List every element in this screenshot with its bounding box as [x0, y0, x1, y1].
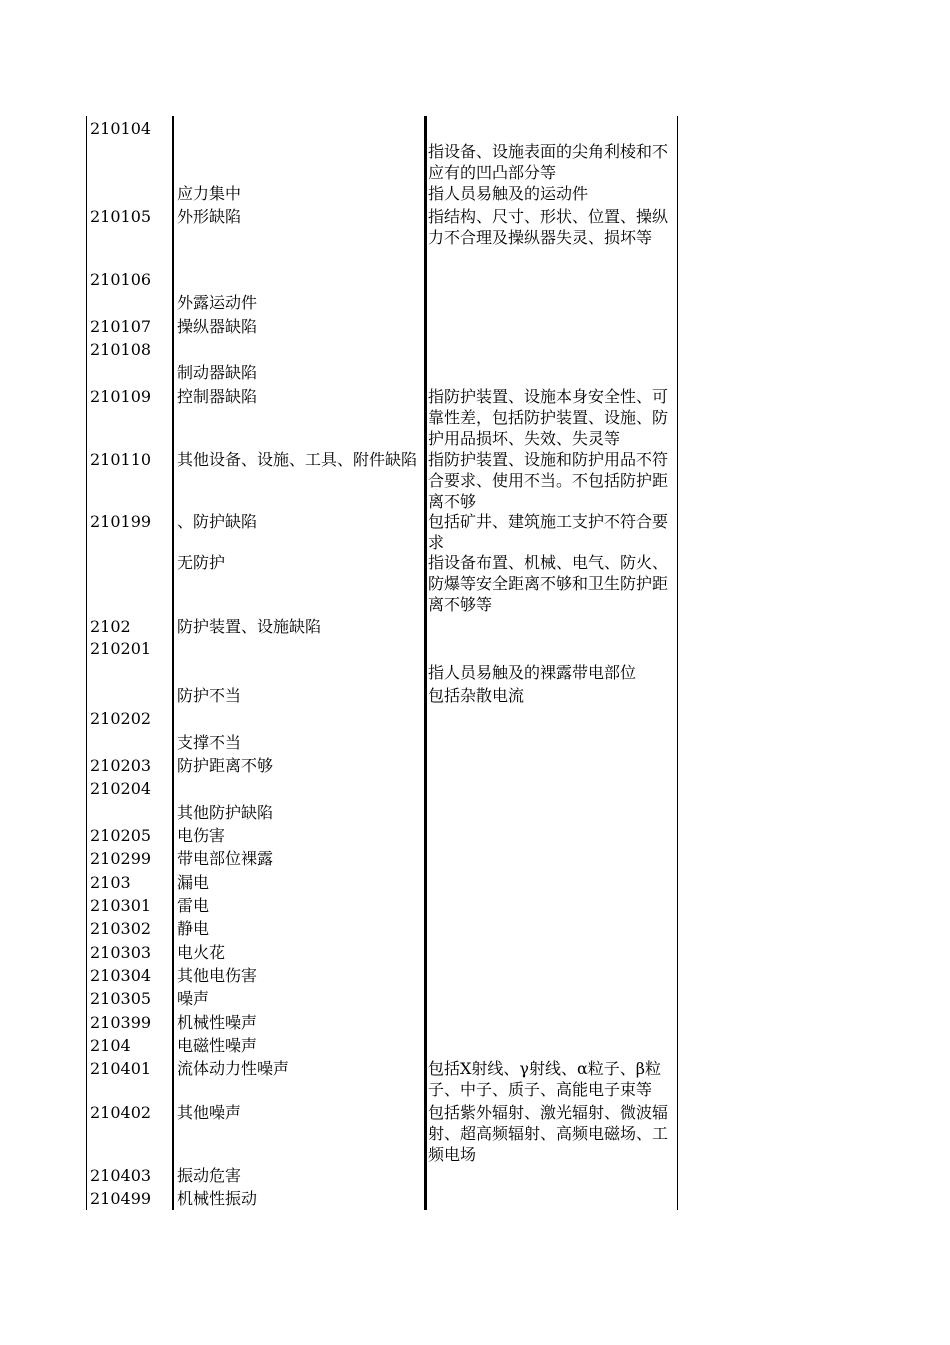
name-cell: 带电部位裸露	[177, 849, 274, 868]
name-cell: 防护距离不够	[177, 756, 274, 775]
code-cell: 210399	[90, 1013, 152, 1032]
code-cell: 210299	[90, 849, 152, 868]
code-cell: 210304	[90, 966, 152, 985]
code-cell: 210302	[90, 919, 152, 938]
name-cell: 外露运动件	[177, 293, 258, 312]
code-cell: 210109	[90, 387, 152, 406]
note-cell: 包括矿井、建筑施工支护不符合要求	[428, 512, 669, 552]
code-cell: 2102	[90, 617, 131, 636]
name-cell: 其他电伤害	[177, 966, 258, 985]
name-cell: 机械性噪声	[177, 1013, 258, 1032]
code-cell: 210402	[90, 1103, 152, 1122]
code-cell: 210108	[90, 340, 152, 359]
code-cell: 2104	[90, 1036, 131, 1055]
note-cell: 包括紫外辐射、激光辐射、微波辐射、超高频辐射、高频电磁场、工频电场	[428, 1103, 669, 1164]
note-cell: 包括X射线、γ射线、α粒子、β粒子、中子、质子、高能电子束等	[428, 1059, 662, 1099]
name-cell: 外形缺陷	[177, 207, 242, 226]
name-cell: 流体动力性噪声	[177, 1059, 290, 1078]
left-border-line	[86, 116, 87, 1210]
code-cell: 210202	[90, 709, 152, 728]
note-cell: 指设备布置、机械、电气、防火、防爆等安全距离不够和卫生防护距离不够等	[428, 553, 669, 614]
code-cell: 210305	[90, 989, 152, 1008]
code-cell: 210499	[90, 1189, 152, 1208]
note-cell: 指防护装置、设施和防护用品不符合要求、使用不当。不包括防护距离不够	[428, 450, 669, 511]
column-divider-1	[172, 116, 174, 1210]
name-cell: 支撑不当	[177, 733, 242, 752]
name-cell: 控制器缺陷	[177, 387, 258, 406]
name-cell: 机械性振动	[177, 1189, 258, 1208]
note-cell: 指人员易触及的裸露带电部位	[428, 663, 637, 682]
code-cell: 210203	[90, 756, 152, 775]
note-cell: 指设备、设施表面的尖角利棱和不应有的凹凸部分等	[428, 142, 669, 182]
name-cell: 电磁性噪声	[177, 1036, 258, 1055]
code-cell: 210110	[90, 450, 152, 469]
column-divider-2	[424, 116, 427, 1210]
note-cell: 指防护装置、设施本身安全性、可靠性差，包括防护装置、设施、防护用品损坏、失效、失灵等	[428, 387, 669, 448]
name-cell: 其他设备、设施、工具、附件缺陷	[177, 450, 418, 469]
name-cell: 漏电	[177, 873, 210, 892]
code-cell: 210204	[90, 779, 152, 798]
code-cell: 210107	[90, 317, 152, 336]
code-cell: 210205	[90, 826, 152, 845]
code-cell: 210401	[90, 1059, 152, 1078]
name-cell: 振动危害	[177, 1166, 242, 1185]
name-cell: 操纵器缺陷	[177, 317, 258, 336]
name-cell: 应力集中	[177, 184, 242, 203]
name-cell: 防护不当	[177, 686, 242, 705]
code-cell: 210104	[90, 119, 152, 138]
name-cell: 无防护	[177, 553, 226, 572]
note-cell: 指人员易触及的运动件	[428, 184, 589, 203]
code-cell: 210301	[90, 896, 152, 915]
code-cell: 210106	[90, 270, 152, 289]
name-cell: 雷电	[177, 896, 210, 915]
name-cell: 噪声	[177, 989, 210, 1008]
name-cell: 制动器缺陷	[177, 363, 258, 382]
name-cell: 静电	[177, 919, 210, 938]
code-cell: 210199	[90, 512, 152, 531]
code-cell: 2103	[90, 873, 131, 892]
name-cell: 电伤害	[177, 826, 226, 845]
name-cell: 电火花	[177, 943, 226, 962]
note-cell: 指结构、尺寸、形状、位置、操纵力不合理及操纵器失灵、损坏等	[428, 207, 669, 247]
code-cell: 210201	[90, 639, 152, 658]
code-cell: 210303	[90, 943, 152, 962]
code-cell: 210403	[90, 1166, 152, 1185]
name-cell: 、防护缺陷	[177, 512, 258, 531]
name-cell: 防护装置、设施缺陷	[177, 617, 322, 636]
note-cell: 包括杂散电流	[428, 686, 525, 705]
name-cell: 其他噪声	[177, 1103, 242, 1122]
code-cell: 210105	[90, 207, 152, 226]
name-cell: 其他防护缺陷	[177, 803, 274, 822]
